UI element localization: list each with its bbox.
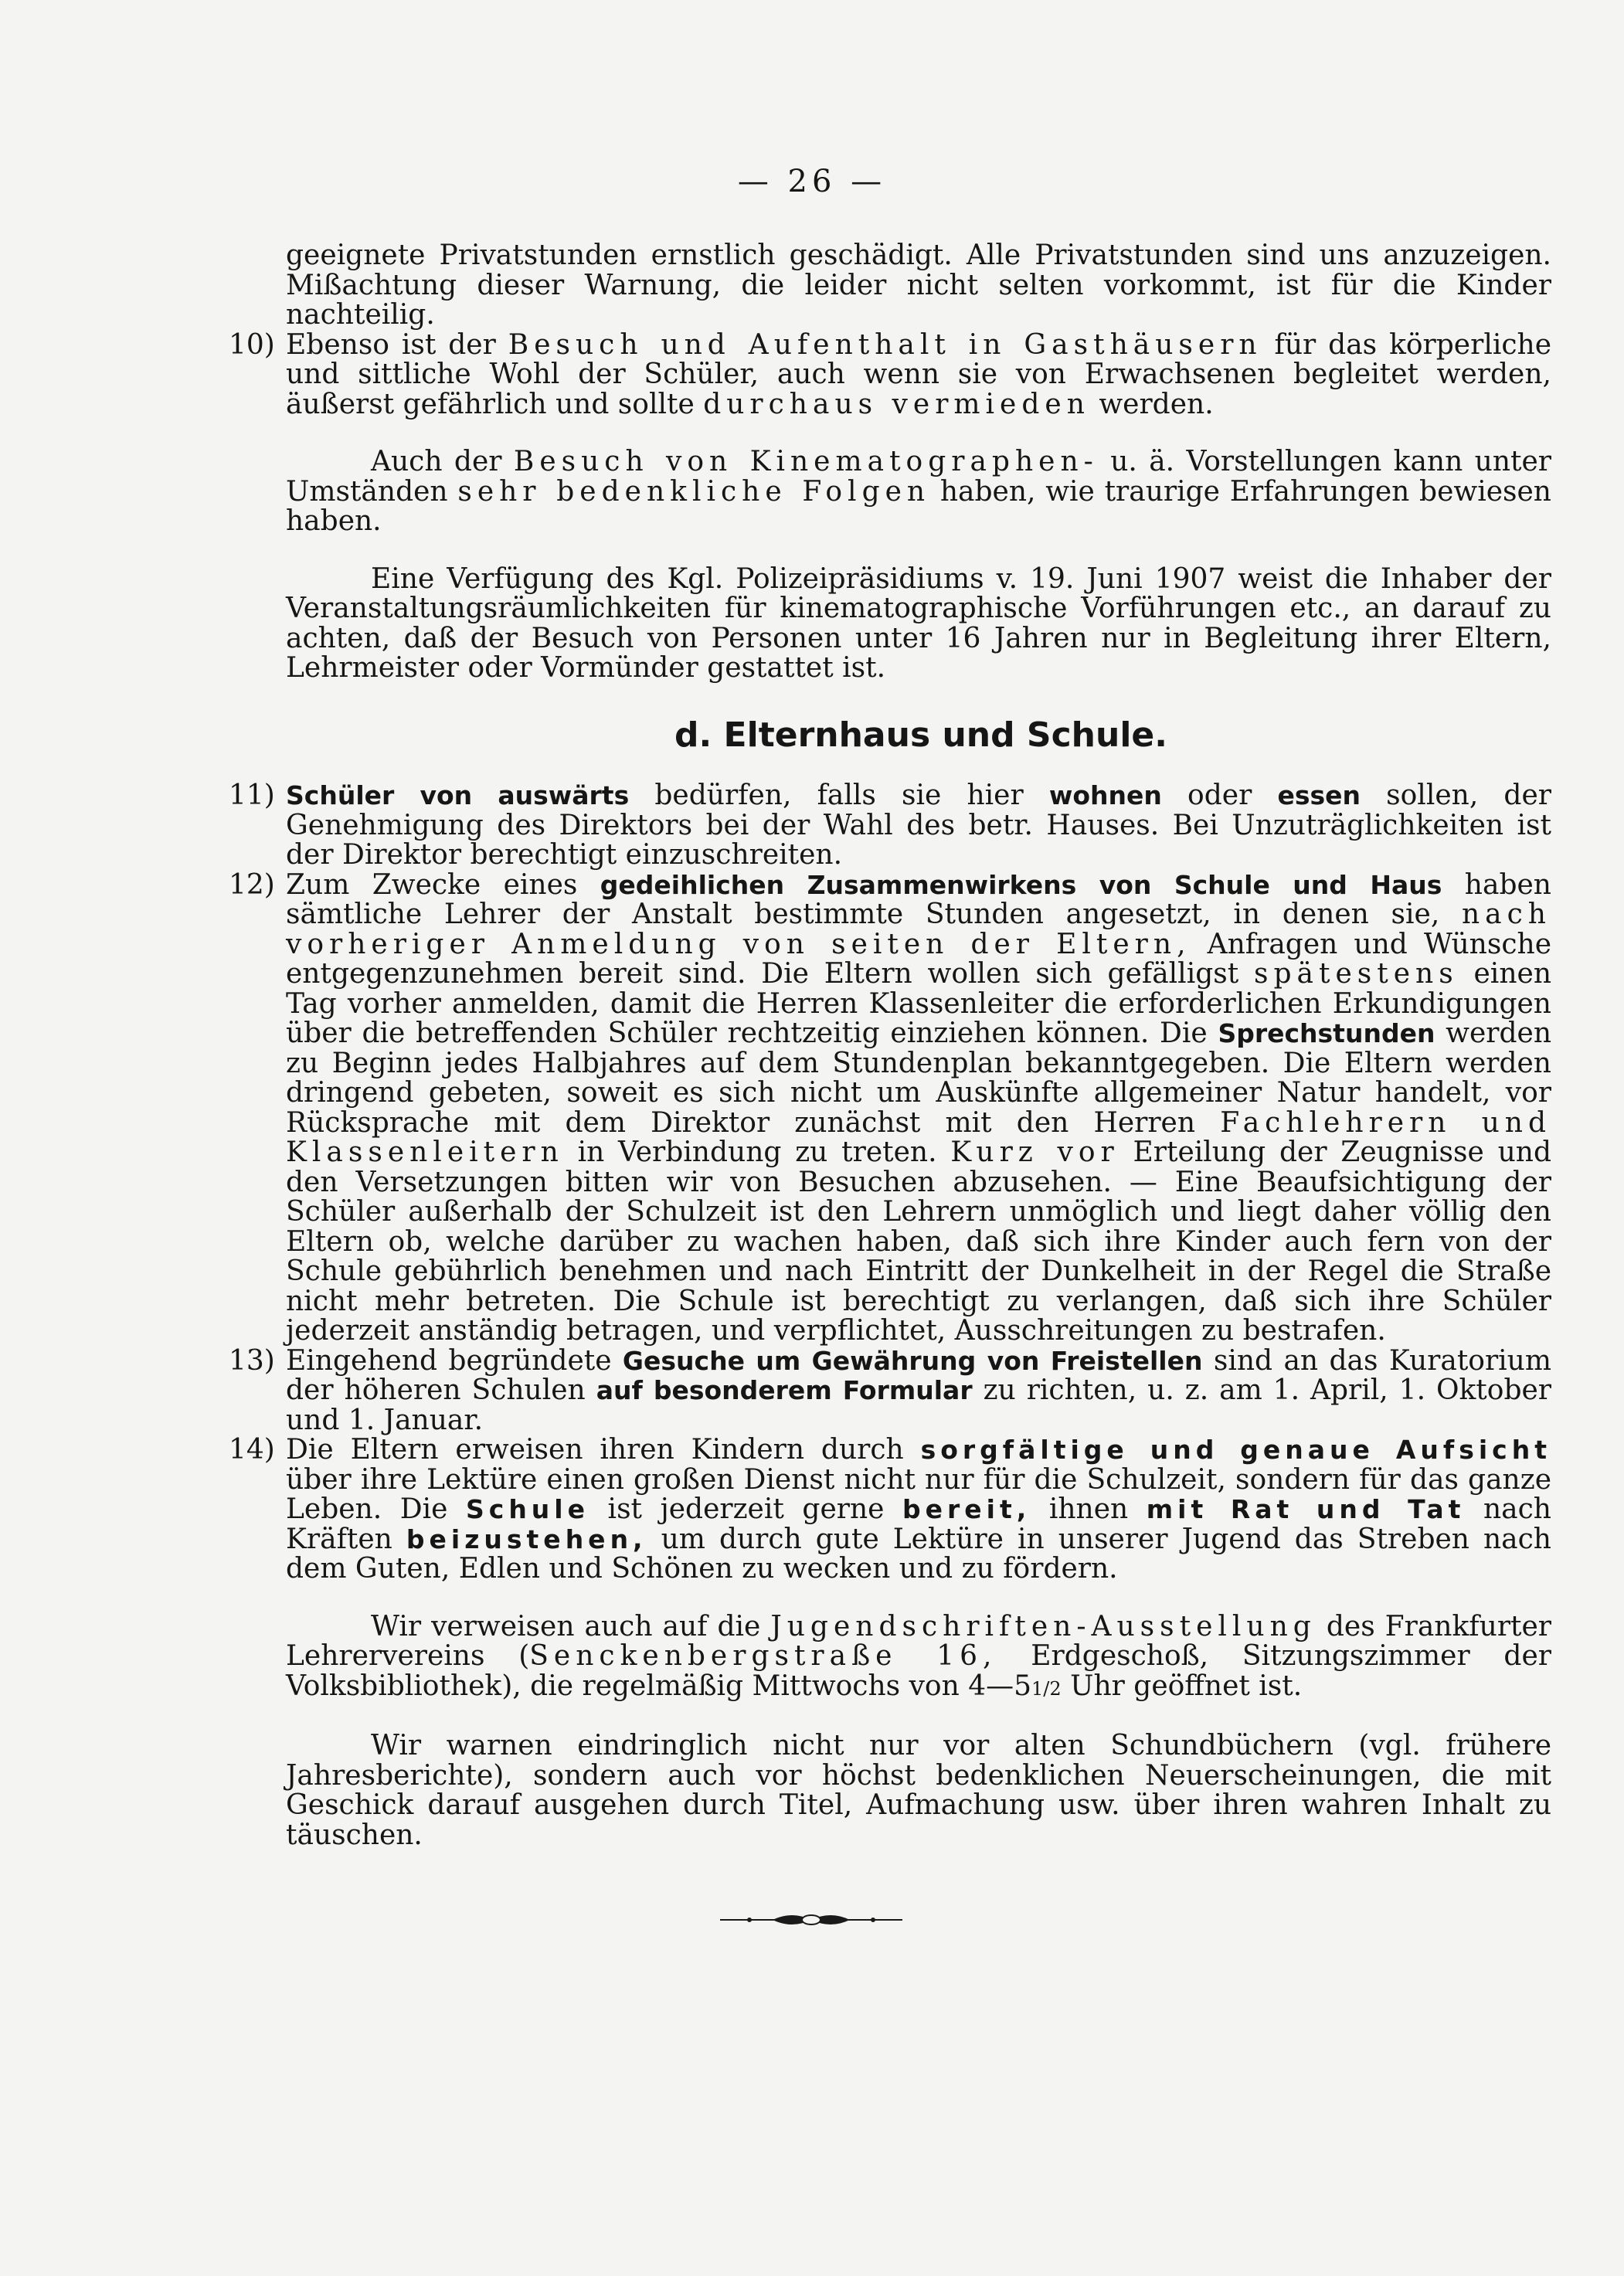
list-item-10: 10) Ebenso ist der Besuch und Aufenthalt in Gasthäusern für das körperliche und sittliche Wohl der Schüler, auch wenn sie von Erwachsenen begleitet werden, äußerst gefährlich und sollte durchaus vermieden werden. [229,328,1551,420]
paragraph-jugendschriften: Wir verweisen auch auf die Jugendschriften-Ausstellung des Frankfurter Lehrervereins (Senckenbergstraße 16, Erdgeschoß, Sitzungszimmer der Volksbibliothek), die regelmäßig Mittwochs von 4—51/2 Uhr geöffnet ist. [286,1610,1552,1702]
list-item-11: 11) Schüler von auswärts bedürfen, falls sie hier wohnen oder essen sollen, der Genehmigung des Direktors bei der Wahl des betr. Hauses. Bei Unzuträglichkeiten ist der Direktor berechtigt einzuschreiten. [229,780,1551,871]
list-item-13: 13) Eingehend begründete Gesuche um Gewährung von Freistellen sind an das Kuratorium der höheren Schulen auf besonderem Formular zu richten, u. z. am 1. April, 1. Oktober und 1. Januar. [229,1344,1552,1436]
paragraph-schundbuecher: Wir warnen eindringlich nicht nur vor alten Schundbüchern (vgl. frühere Jahresberichte), sondern auch vor höchst bedenklichen Neuerscheinungen, die mit Geschick darauf ausgehen durch Titel, Aufmachung usw. über ihren wahren Inhalt zu täuschen. [286,1730,1551,1851]
item-number: 10) [229,328,275,361]
item-number: 14) [229,1434,275,1466]
page-number: — 26 — [737,164,887,199]
item-number: 12) [229,868,275,901]
list-item-12: 12) Zum Zwecke eines gedeihlichen Zusammenwirkens von Schule und Haus haben sämtliche Lehrer der Anstalt bestimmte Stunden angesetzt, in denen sie, nach vorheriger Anmeldung von seiten der Eltern, Anfragen und Wünsche entgegenzunehmen bereit sind. Die Eltern wollen sich gefälligst spätestens einen Tag vorher anmelden, damit die Herren Klassenleiter die erforderlichen Erkundigungen über die betreffenden Schüler rechtzeitig einziehen können. Die Sprechstunden werden zu Beginn jedes Halbjahres auf dem Stundenplan bekanntgegeben. Die Eltern werden dringend gebeten, soweit es sich nicht um Auskünfte allgemeiner Natur handelt, vor Rücksprache mit dem Direktor zunächst mit den Herren Fachlehrern und Klassenleitern in Verbindung zu treten. Kurz vor Erteilung der Zeugnisse und den Versetzungen bitten wir von Besuchen abzusehen. — Eine Beaufsichtigung der Schüler außerhalb der Schulzeit ist den Lehrern unmöglich und liegt daher völlig den Eltern ob, welche darüber zu wachen haben, daß sich ihre Kinder auch fern von der Schule gebührlich benehmen und nach Eintritt der Dunkelheit in der Regel die Straße nicht mehr betreten. Die Schule ist berechtigt zu verlangen, daß sich ihre Schüler jederzeit anständig betragen, und verpflichtet, Ausschreitungen zu bestrafen. [229,868,1552,1347]
paragraph-kinematograph: Auch der Besuch von Kinematographen- u. ä. Vorstellungen kann unter Umständen sehr bedenkliche Folgen haben, wie traurige Erfahrungen bewiesen haben. [286,446,1552,537]
item-number: 13) [229,1344,275,1377]
section-heading: d. Elternhaus und Schule. [674,715,1167,755]
ornamental-divider-icon [719,1908,904,1931]
item-number: 11) [229,780,275,811]
page-body [229,241,1551,1878]
intro-paragraph: geeignete Privatstunden ernstlich geschädigt. Alle Privatstunden sind uns anzuzeigen. Mißachtung dieser Warnung, die leider nicht selten vorkommt, ist für die Kinder nachteilig. [286,239,1551,331]
list-item-14: 14) Die Eltern erweisen ihren Kindern durch sorgfältige und genaue Aufsicht über ihre Lektüre einen großen Dienst nicht nur für die Schulzeit, sondern für das ganze Leben. Die Schule ist jederzeit gerne bereit, ihnen mit Rat und Tat nach Kräften beizustehen, um durch gute Lektüre in unserer Jugend das Streben nach dem Guten, Edlen und Schönen zu wecken und zu fördern. [229,1434,1551,1585]
paragraph-verfuegung: Eine Verfügung des Kgl. Polizeipräsidiums v. 19. Juni 1907 weist die Inhaber der Veranstaltungsräumlichkeiten für kinematographische Vorführungen etc., an darauf zu achten, daß der Besuch von Personen unter 16 Jahren nur in Begleitung ihrer Eltern, Lehrmeister oder Vormünder gestattet ist. [286,562,1551,684]
